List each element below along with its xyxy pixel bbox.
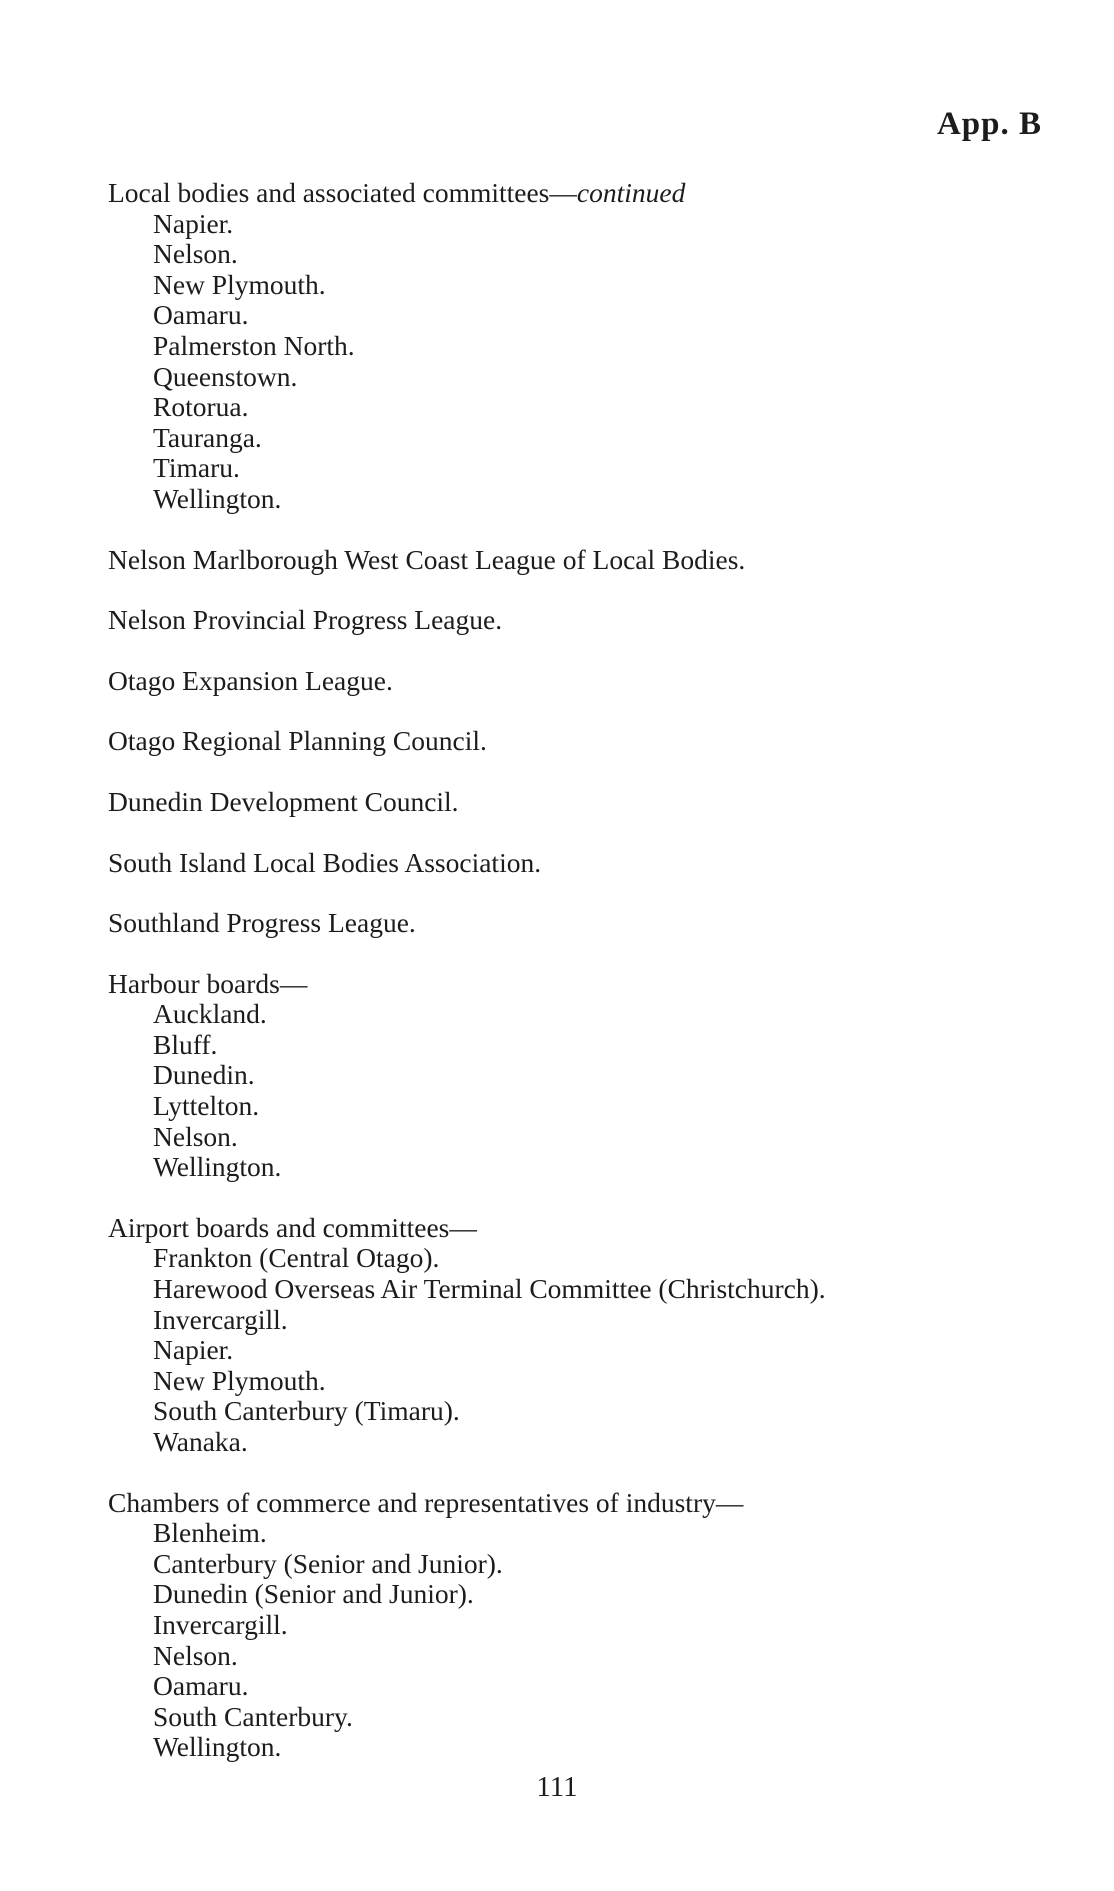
entry-nelson-marlborough	[108, 545, 1048, 576]
list-item: South Canterbury.	[153, 1700, 353, 1732]
list-item: Nelson.	[153, 238, 238, 270]
list-item: Frankton (Central Otago).	[153, 1242, 440, 1274]
entry-south-island	[108, 848, 1048, 879]
entry-nelson-provincial	[108, 605, 1048, 636]
list-item: Queenstown.	[153, 360, 298, 392]
list-item: Wellington.	[153, 1151, 282, 1183]
list-item: Dunedin.	[153, 1059, 255, 1091]
entry-dunedin-development	[108, 787, 1048, 818]
list-item: Wanaka.	[153, 1426, 248, 1457]
list-item: Bluff.	[153, 1028, 218, 1060]
list-item: Rotorua.	[153, 391, 249, 423]
entry-heading: Nelson Marlborough West Coast League of Local Bodies.	[108, 543, 746, 575]
list-item: Nelson.	[153, 1639, 238, 1671]
list-item: Timaru.	[153, 452, 240, 484]
list-item: Nelson.	[153, 1120, 238, 1152]
list-item: Blenheim.	[153, 1517, 267, 1549]
list-item: Dunedin (Senior and Junior).	[153, 1578, 474, 1610]
list-item: Palmerston North.	[153, 329, 355, 361]
section-heading	[108, 178, 1048, 209]
section-harbour-boards	[108, 969, 1048, 1183]
entry-heading: Southland Progress League.	[108, 907, 416, 939]
list-item: Invercargill.	[153, 1303, 288, 1335]
list-item: Invercargill.	[153, 1608, 288, 1640]
list-item: Wellington.	[153, 482, 282, 514]
section-heading: Harbour boards—	[108, 967, 308, 999]
list-item: Oamaru.	[153, 299, 249, 331]
list-item: South Canterbury (Timaru).	[153, 1395, 460, 1427]
list-item: Harewood Overseas Air Terminal Committee (Christchurch).	[153, 1273, 826, 1305]
page-number: 111	[536, 1771, 578, 1803]
list-item: Oamaru.	[153, 1670, 249, 1702]
entry-otago-expansion	[108, 666, 1048, 697]
list-item: New Plymouth.	[153, 268, 326, 300]
list-item: Lyttelton.	[153, 1090, 260, 1122]
section-heading: Chambers of commerce and representatives of industry—	[108, 1486, 744, 1518]
list-item: Napier.	[153, 1334, 234, 1366]
list-item: Canterbury (Senior and Junior).	[153, 1547, 503, 1579]
entry-heading: Otago Expansion League.	[108, 664, 393, 696]
section-chambers-of-commerce	[108, 1488, 1048, 1763]
list-item: Tauranga.	[153, 421, 262, 453]
entry-heading: Nelson Provincial Progress League.	[108, 604, 503, 636]
entry-heading: Otago Regional Planning Council.	[108, 725, 487, 757]
entry-otago-regional	[108, 726, 1048, 757]
heading-continued: continued	[576, 177, 686, 208]
entry-heading: South Island Local Bodies Association.	[108, 846, 542, 878]
running-head: App. B	[936, 106, 1042, 142]
section-local-bodies	[108, 178, 1048, 515]
entry-heading: Dunedin Development Council.	[108, 785, 459, 817]
list-item: Napier.	[153, 207, 234, 239]
section-airport-boards	[108, 1213, 1048, 1458]
list-item: New Plymouth.	[153, 1364, 326, 1396]
page-body	[108, 178, 1048, 1763]
entry-southland	[108, 908, 1048, 939]
section-heading: Airport boards and committees—	[108, 1211, 477, 1243]
list-item: Auckland.	[153, 998, 267, 1030]
heading-text: Local bodies and associated committees—	[108, 177, 577, 208]
list-item: Wellington.	[153, 1731, 282, 1763]
